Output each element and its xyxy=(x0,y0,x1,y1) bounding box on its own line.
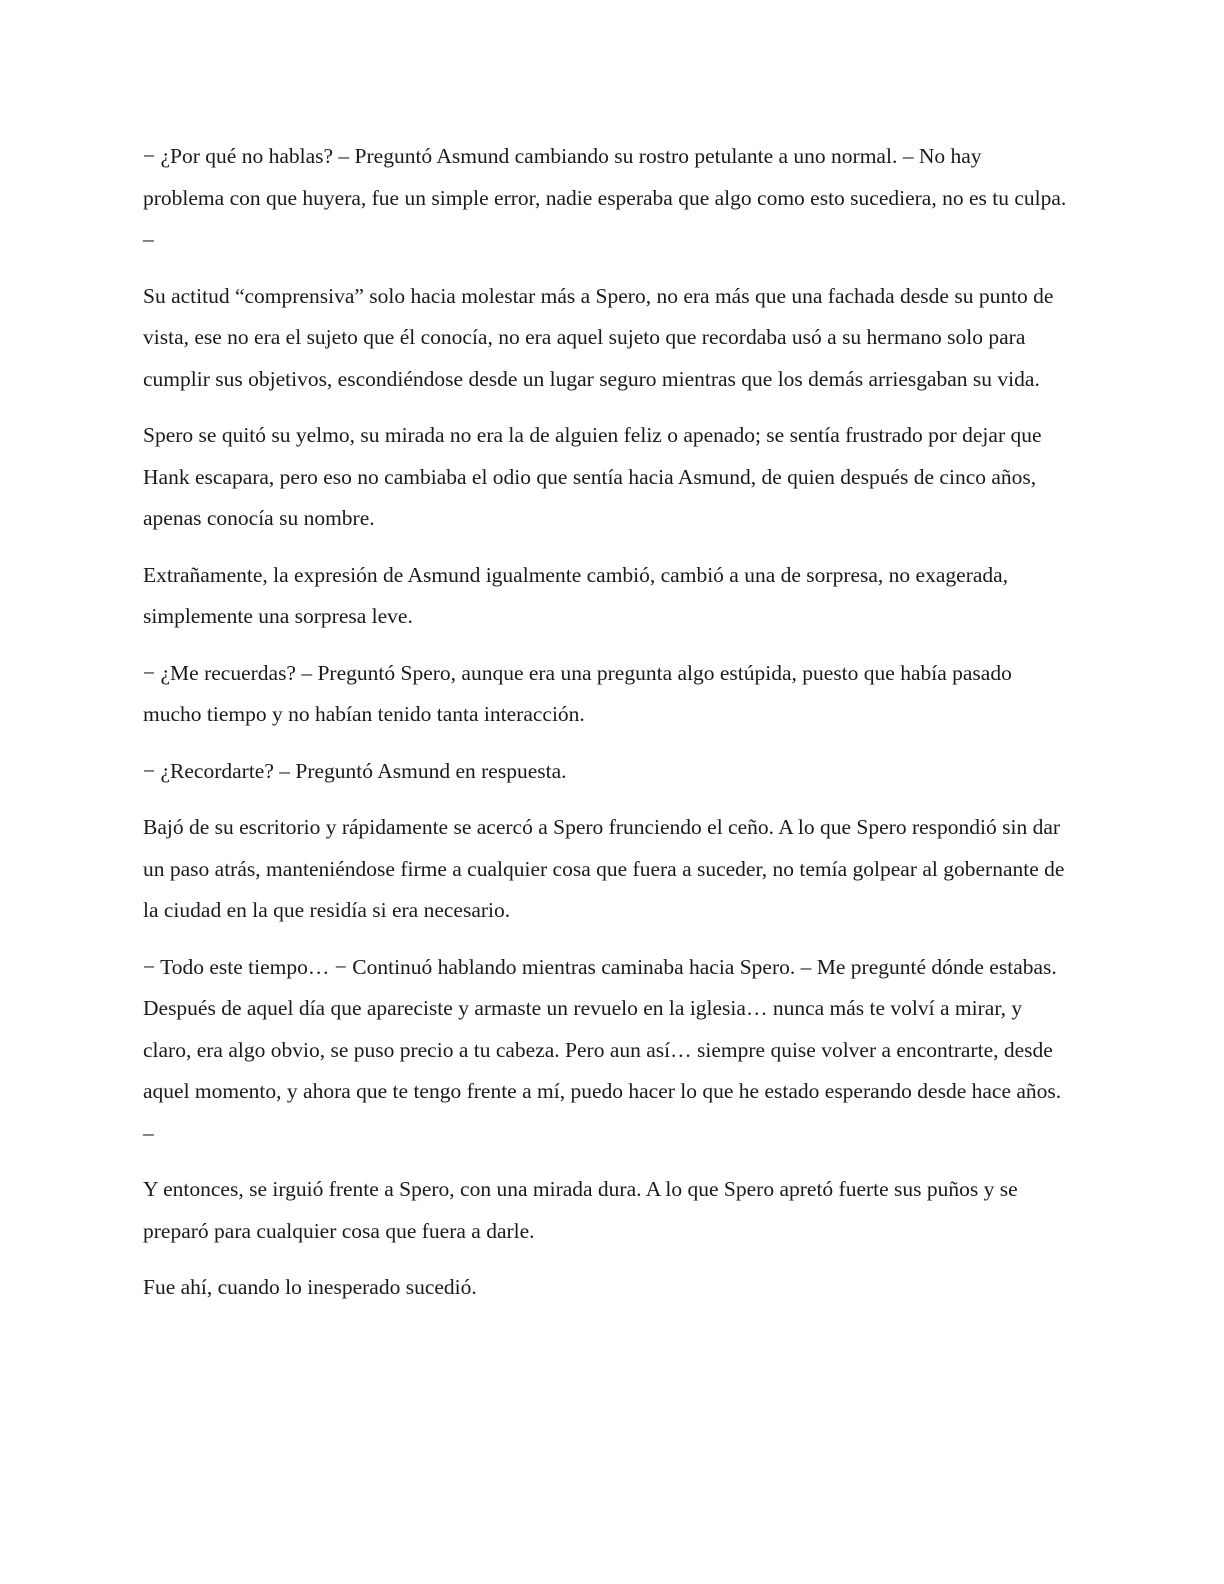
paragraph-5: − ¿Me recuerdas? – Preguntó Spero, aunque era una pregunta algo estúpida, puesto que había pasado mucho tiempo y no habían tenido tanta interacción. xyxy=(143,660,1012,726)
paragraph-10: Fue ahí, cuando lo inesperado sucedió. xyxy=(143,1275,477,1299)
paragraph-7: Bajó de su escritorio y rápidamente se acercó a Spero frunciendo el ceño. A lo que Spero respondió sin dar un paso atrás, manteniéndose firme a cualquier cosa que fuera a suceder, no temía golpear al gobernante de la ciudad en la que residía si era necesario. xyxy=(143,815,1065,922)
paragraph-4: Extrañamente, la expresión de Asmund igualmente cambió, cambió a una de sorpresa, no exagerada, simplemente una sorpresa leve. xyxy=(143,562,1009,628)
paragraph-9: Y entonces, se irguió frente a Spero, con una mirada dura. A lo que Spero apretó fuerte sus puños y se preparó para cualquier cosa que fuera a darle. xyxy=(143,1177,1018,1243)
paragraph-8: − Todo este tiempo… − Continuó hablando mientras caminaba hacia Spero. – Me pregunté dónde estabas. Después de aquel día que apareciste y armaste un revuelo en la iglesia… nunca más te volví a mirar, y claro, era algo obvio, se puso precio a tu cabeza. Pero aun así… siempre quise volver a encontrarte, desde aquel momento, y ahora que te tengo frente a mí, puedo hacer lo que he estado esperando desde hace años. – xyxy=(143,954,1062,1145)
paragraph-6: − ¿Recordarte? – Preguntó Asmund en respuesta. xyxy=(143,758,567,783)
paragraph-3: Spero se quitó su yelmo, su mirada no era la de alguien feliz o apenado; se sentía frustrado por dejar que Hank escapara, pero eso no cambiaba el odio que sentía hacia Asmund, de quien después de cinco años, apenas conocía su nombre. xyxy=(143,423,1042,530)
document-body xyxy=(143,136,1068,1324)
paragraph-2: Su actitud “comprensiva” solo hacia molestar más a Spero, no era más que una fachada desde su punto de vista, ese no era el sujeto que él conocía, no era aquel sujeto que recordaba usó a su hermano solo para cumplir sus objetivos, escondiéndose desde un lugar seguro mientras que los demás arriesgaban su vida. xyxy=(143,283,1054,391)
paragraph-1: − ¿Por qué no hablas? – Preguntó Asmund cambiando su rostro petulante a uno normal. – No hay problema con que huyera, fue un simple error, nadie esperaba que algo como esto sucediera, no es tu culpa. – xyxy=(143,144,1067,251)
